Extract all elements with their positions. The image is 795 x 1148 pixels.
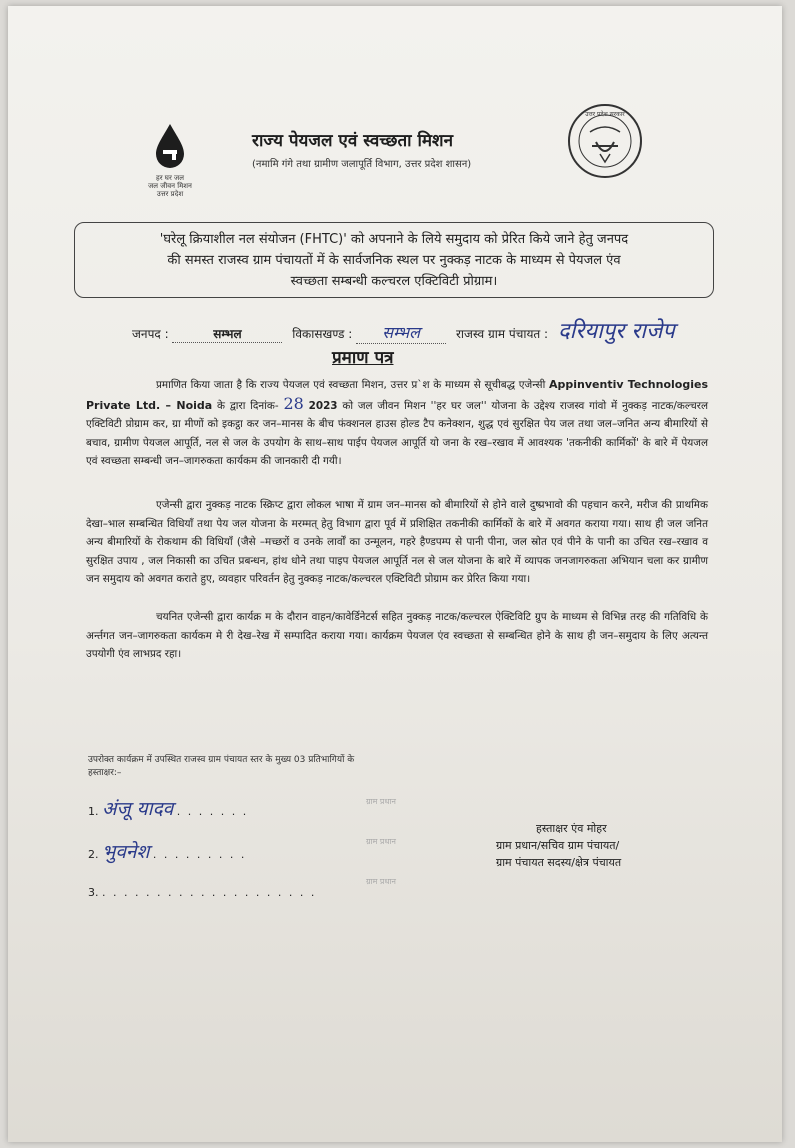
up-government-seal-icon xyxy=(566,102,644,180)
logo-text-1: हर घर जल xyxy=(156,174,184,182)
logo-text-2: जल जीवन मिशन xyxy=(148,182,192,190)
program-line-2: की समस्त राजस्व ग्राम पंचायतों में के सार्वजनिक स्थल पर नुक्कड़ नाटक के माध्यम से पेयजल एंव xyxy=(167,253,621,268)
water-drop-icon xyxy=(152,122,188,170)
certificate-heading: प्रमाण पत्र xyxy=(332,348,394,368)
sig2-handwriting: भुवनेश xyxy=(102,841,150,863)
logo-text-3: उत्तर प्रदेश xyxy=(156,190,184,198)
panchayat-value: दरियापुर राजेप xyxy=(557,319,675,344)
sig1-handwriting: अंजू यादव xyxy=(102,798,174,820)
paragraph-2 xyxy=(86,496,708,589)
official-signature-block xyxy=(496,820,621,871)
program-line-1: 'घरेलू क्रियाशील नल संयोजन (FHTC)' को अपनाने के लिये समुदाय को प्रेरित किये जाने हेतु जनपद xyxy=(159,232,629,247)
faint-stamp-2: ग्राम प्रधान xyxy=(366,837,396,846)
participants-intro-text: उपरोक्त कार्यक्रम में उपस्थित राजस्व ग्राम पंचायत स्तर के मुख्य 03 प्रतिभागियों के xyxy=(88,755,355,765)
mission-subtitle: (नमामि गंगे तथा ग्रामीण जलापूर्ति विभाग, उत्तर प्रदेश शासन) xyxy=(252,159,472,170)
participant-signature-2: 2. भुवनेश . . . . . . . . . xyxy=(88,841,247,863)
participants-intro xyxy=(88,752,468,778)
paragraph-1 xyxy=(86,376,708,471)
signatory-roles-2: ग्राम पंचायत सदस्य/क्षेत्र पंचायत xyxy=(496,856,622,869)
mission-title: राज्य पेयजल एवं स्वच्छता मिशन xyxy=(252,131,454,151)
agency-name: Appinventiv Technologies Private Ltd. – Noida xyxy=(86,378,708,412)
p2-text: एजेन्सी द्वारा नुक्कड़ नाटक स्क्रिप्ट द्वारा लोकल भाषा में ग्राम जन–मानस को बीमारियों से होने वाले दुष्प्रभावो की पहचान करने, मरीज की प्राथमिक देखा–भाल सम्बन्धित विधियाँ तथा पेय जल योजना के मरम्मत् हेतु विभाग द्वारा पूर्व में प्रशिक्षित तकनीकी कार्मिकों के बारे में अवगत कराया गया। साथ ही जल जनित अन्य बीमारियों के रोकथाम की विधियाँ (जैसे –मच्छरों व उनके लार्वों का उन्मूलन, गहरे हैण्डपम्प से पानी पीना, जल स्रोत एवं पीने के पानी का उचित रख–रखाव व सुरक्षित उपाय , जल निकासी का उचित प्रबन्धन, हांथ धोने तथा पाइप पेयजल आपूर्ति नल से जल योजना के बारे में व्यापक जनजागरुकता अभियान चला कर ग्रामीण जन समुदाय को अवगत कराते हुए, व्यवहार परिवर्तन हेतु नुक्कड़ नाटक/कल्चरल एक्टिविटी प्रोग्राम कर प्रेरित किया गया। xyxy=(86,499,708,586)
sig3-number: 3. xyxy=(88,886,99,899)
seal-text: उत्तर प्रदेश सरकार xyxy=(585,111,625,118)
district-value: सम्भल xyxy=(172,325,282,343)
signature-stamp-label: हस्ताक्षर एंव मोहर xyxy=(536,822,607,835)
paragraph-3 xyxy=(86,608,708,664)
sig1-number: 1. xyxy=(88,805,99,818)
jal-jeevan-mission-logo xyxy=(130,122,210,198)
participant-signature-1: 1. अंजू यादव . . . . . . . xyxy=(88,798,249,820)
district-label: जनपद : xyxy=(132,327,169,341)
program-description-box xyxy=(74,222,714,298)
block-value: सम्भल xyxy=(356,321,446,344)
block-label: विकासखण्ड : xyxy=(292,327,353,341)
participants-sign-label: हस्ताक्षर:– xyxy=(88,768,122,778)
sig2-number: 2. xyxy=(88,848,99,861)
location-row xyxy=(132,315,792,345)
p1-part2: के द्वारा दिनांक- xyxy=(217,399,279,412)
faint-stamp-1: ग्राम प्रधान xyxy=(366,797,396,806)
panchayat-label: राजस्व ग्राम पंचायत : xyxy=(455,327,549,341)
date-day: 28 xyxy=(283,393,304,413)
date-year: 2023 xyxy=(308,399,338,412)
program-line-3: स्वच्छता सम्बन्धी कल्चरल एक्टिविटी प्रोग्राम। xyxy=(290,274,498,289)
p1-part1: प्रमाणित किया जाता है कि राज्य पेयजल एवं स्वच्छता मिशन, उत्तर प्र`श के माध्यम से सूचीबद्ध एजेन्सी xyxy=(156,379,546,391)
p1-part3: को जल जीवन मिशन ''हर घर जल'' योजना के उद्देश्य राजस्व गांवो में नुक्कड़ नाटक/कल्चरल एक्टिविटी प्रोग्राम कर, ग्रा मीणों को इकट्ठा कर जन–मानस के बीच फंक्शनल हाउस होल्ड टैप कनेक्शन, शुद्ध एवं सुरक्षित पेय जल तथा जल–जनित अन्य बीमारियों से बचाव, ग्रामीण पेयजल आपूर्ति, नल से जल के उपयोग के साथ–साथ पाईप पेयजल आपूर्ति यो जना के रख–रखाव में आवश्यक 'तकनीकी कार्मिकों' के बारे में पेयजल एवं स्वच्छता सम्बन्धी जन–जागरुकता कार्यकम की जानकारी दी गयी। xyxy=(86,399,708,468)
p3-text: चयनित एजेन्सी द्वारा कार्यक्र म के दौरान वाहन/कावेर्डिनेटर्स सहित नुक्कड़ नाटक/कल्चरल ऐक्टिविटि ग्रुप के माध्यम से विभिन्न तरह की गतिविधि के अर्न्तगत जन–जागरुकता कार्यकम मे री देख–रेख में सम्पादित कराया गया। कार्यक्रम पेयजल एंव स्वच्छता से सम्बन्धित होने के साथ ही जन–समुदाय के लिए अत्यन्त उपयोगी एंव लाभप्रद रहा। xyxy=(86,611,708,661)
participant-signature-3: 3. . . . . . . . . . . . . . . . . . . . . xyxy=(88,886,317,899)
signatory-roles-1: ग्राम प्रधान/सचिव ग्राम पंचायत/ xyxy=(496,839,620,852)
faint-stamp-3: ग्राम प्रधान xyxy=(366,877,396,886)
